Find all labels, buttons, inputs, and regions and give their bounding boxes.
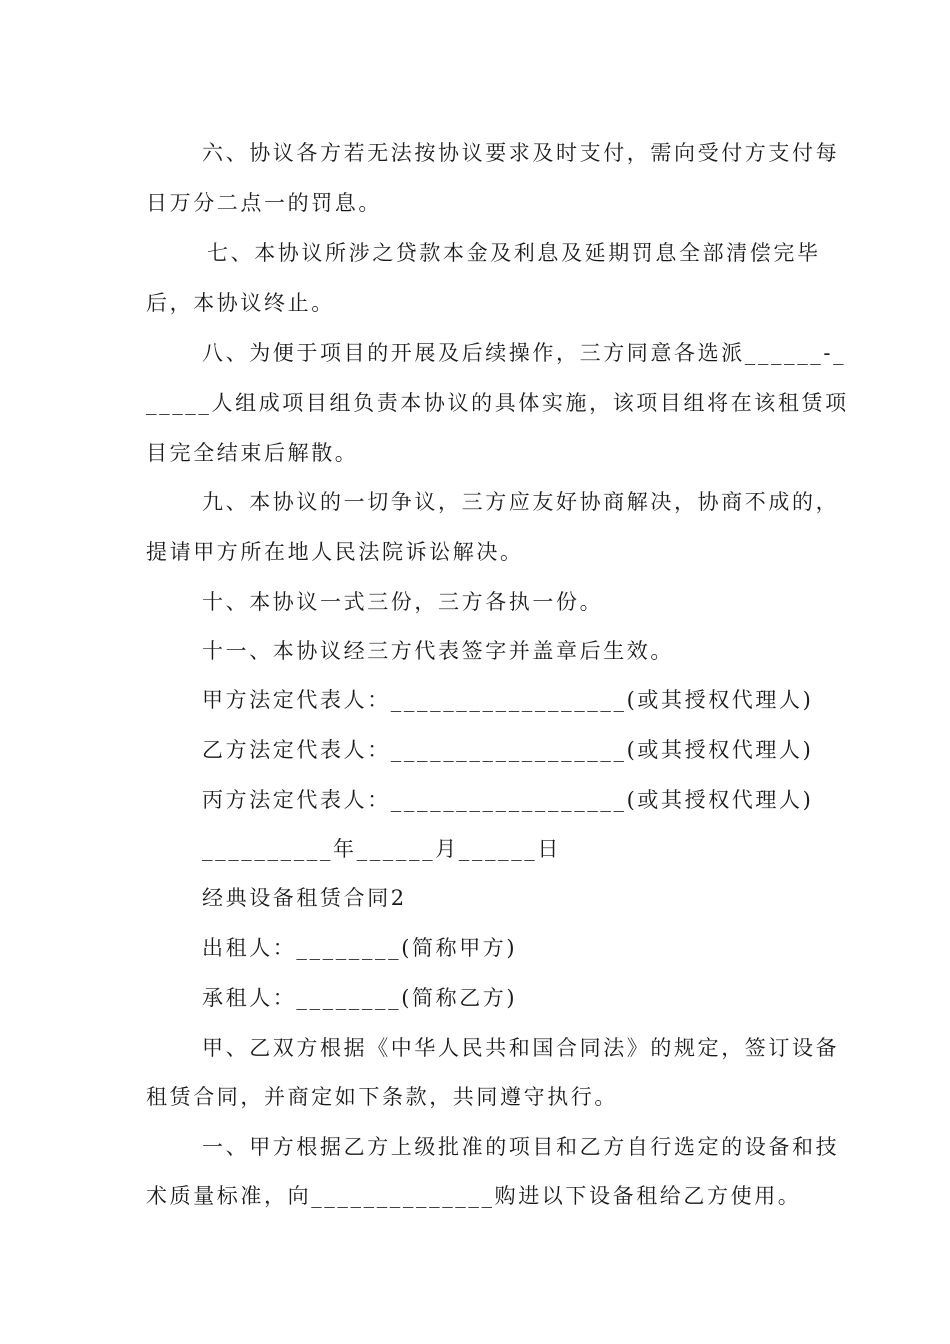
clause-9-line-1: 九、本协议的一切争议，三方应友好协商解决，协商不成的，: [202, 490, 840, 514]
preamble-line-2: 租赁合同，并商定如下条款，共同遵守执行。: [146, 1085, 618, 1109]
contract-2-title: 经典设备租赁合同2: [202, 886, 407, 910]
lessor-line: 出租人：________(简称甲方): [202, 936, 518, 960]
date-line: __________年______月______日: [202, 837, 561, 861]
preamble-line-1: 甲、乙双方根据《中华人民共和国合同法》的规定，签订设备: [202, 1036, 840, 1060]
clause-6-line-1: 六、协议各方若无法按协议要求及时支付，需向受付方支付每: [202, 141, 840, 165]
party-c-signature-line: 丙方法定代表人：__________________(或其授权代理人): [202, 788, 814, 812]
article-1-line-1: 一、甲方根据乙方上级批准的项目和乙方自行选定的设备和技: [202, 1135, 840, 1159]
clause-7-line-1: 七、本协议所涉之贷款本金及利息及延期罚息全部清偿完毕: [207, 241, 821, 265]
clause-9-line-2: 提请甲方所在地人民法院诉讼解决。: [146, 540, 524, 564]
clause-8-line-1: 八、为便于项目的开展及后续操作，三方同意各选派______-_: [202, 341, 847, 365]
party-a-signature-line: 甲方法定代表人：__________________(或其授权代理人): [202, 688, 814, 712]
party-b-signature-line: 乙方法定代表人：__________________(或其授权代理人): [202, 738, 814, 762]
clause-7-line-2: 后，本协议终止。: [146, 291, 335, 315]
clause-10-line: 十、本协议一式三份，三方各执一份。: [202, 590, 604, 614]
lessee-line: 承租人：________(简称乙方): [202, 986, 518, 1010]
clause-11-line: 十一、本协议经三方代表签字并盖章后生效。: [202, 639, 674, 663]
clause-6-line-2: 日万分二点一的罚息。: [146, 191, 382, 215]
article-1-line-2: 术质量标准，向______________购进以下设备租给乙方使用。: [146, 1184, 802, 1208]
clause-8-line-3: 目完全结束后解散。: [146, 441, 359, 465]
clause-8-line-2: _____人组成项目组负责本协议的具体实施，该项目组将在该租赁项: [146, 391, 849, 415]
